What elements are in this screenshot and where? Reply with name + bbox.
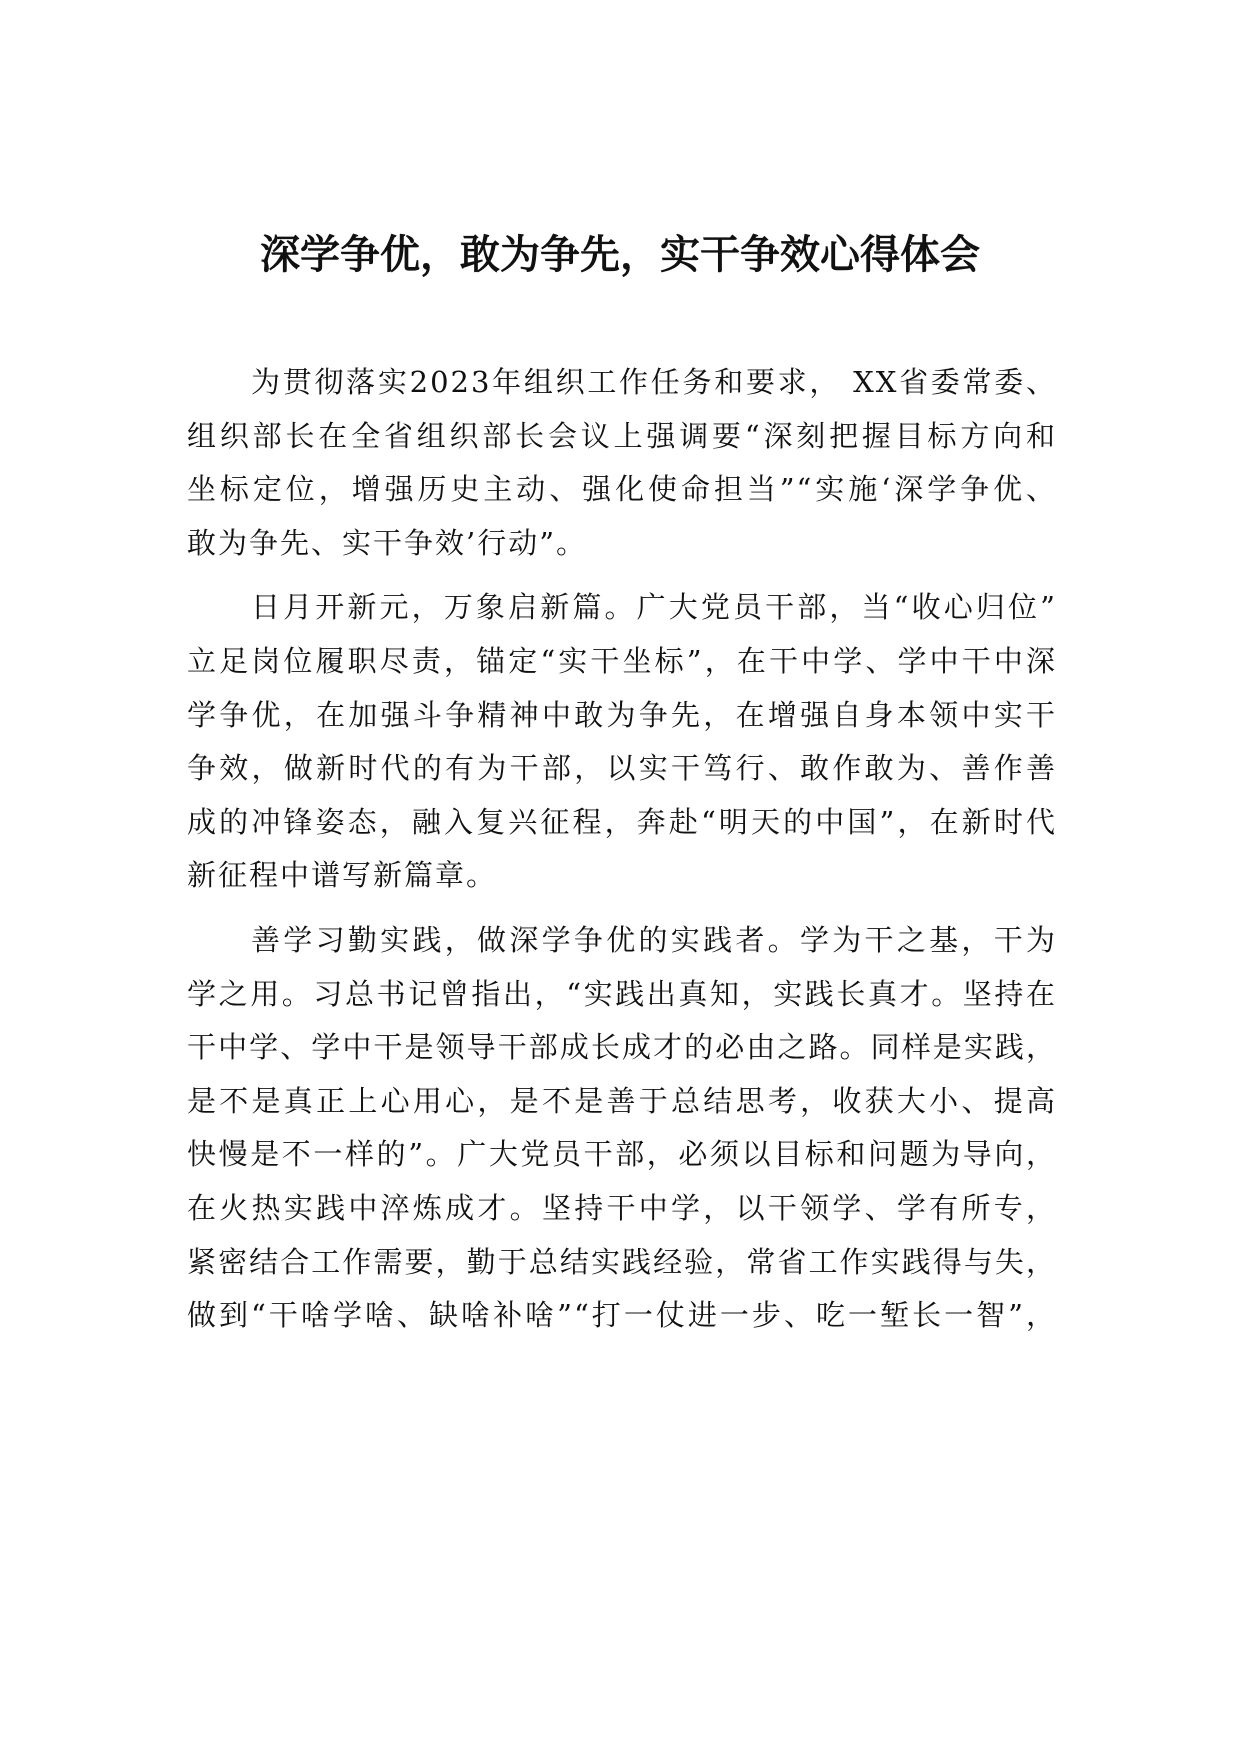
text-line: 快慢是不一样的”。广大党员干部，必须以目标和问题为导向， [187,1137,1057,1172]
document-body [187,356,1057,1354]
text-line: 立足岗位履职尽责，锚定“实干坐标”，在干中学、学中干中深 [187,643,1057,678]
text-line: 干中学、学中干是领导干部成长成才的必由之路。同样是实践， [187,1030,1057,1065]
text-line: 做到“干啥学啥、缺啥补啥”“打一仗进一步、吃一堑长一智”， [187,1298,1057,1333]
text-line: 学争优，在加强斗争精神中敢为争先，在增强自身本领中实干 [187,697,1057,732]
text-line: 为贯彻落实2023年组织工作任务和要求， XX省委常委、 [251,365,1057,399]
text-line: 坐标定位，增强历史主动、强化使命担当”“实施‘深学争优、 [187,472,1057,507]
document-title: 深学争优，敢为争先，实干争效心得体会 [260,232,980,278]
text-line: 成的冲锋姿态，融入复兴征程，奔赴“明天的中国”，在新时代 [187,804,1057,839]
text-line: 敢为争先、实干争效’行动”。 [187,525,588,560]
paragraph-2 [187,581,1057,903]
text-line: 紧密结合工作需要，勤于总结实践经验，常省工作实践得与失， [187,1244,1057,1279]
text-line: 组织部长在全省组织部长会议上强调要“深刻把握目标方向和 [187,418,1057,453]
paragraph-1 [187,356,1057,570]
text-line: 学之用。习总书记曾指出，“实践出真知，实践长真才。坚持在 [187,976,1057,1011]
text-line: 在火热实践中淬炼成才。坚持干中学，以干领学、学有所专， [187,1190,1057,1225]
text-line: 日月开新元，万象启新篇。广大党员干部，当“收心归位” [251,590,1057,625]
text-line: 争效，做新时代的有为干部，以实干笃行、敢作敢为、善作善 [187,751,1057,786]
text-line: 是不是真正上心用心，是不是善于总结思考，收获大小、提高 [187,1083,1057,1118]
text-line: 善学习勤实践，做深学争优的实践者。学为干之基，干为 [251,922,1057,957]
text-line: 新征程中谱写新篇章。 [187,858,498,893]
paragraph-3 [187,914,1057,1343]
